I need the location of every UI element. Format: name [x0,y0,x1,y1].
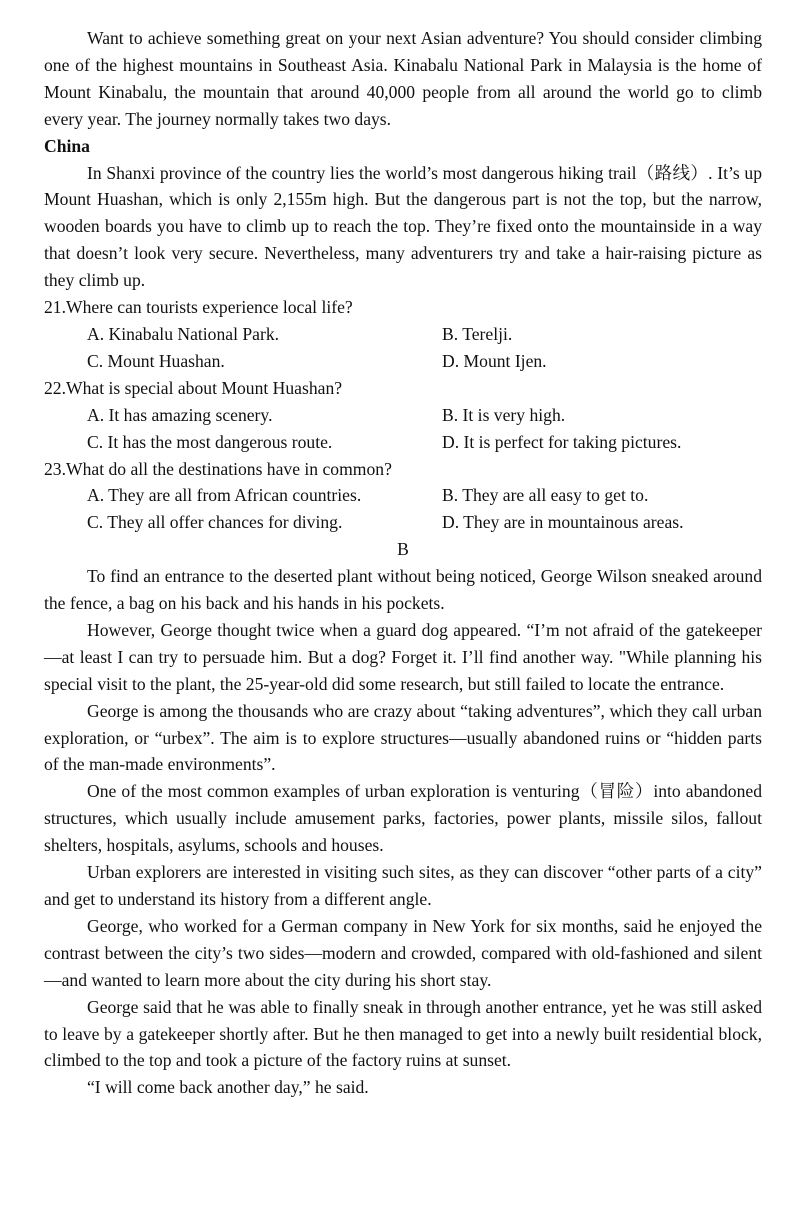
option-d: D. They are in mountainous areas. [442,512,684,533]
question-22 [44,375,762,456]
section-b-paragraph: “I will come back another day,” he said. [87,1077,369,1098]
options-grid [44,482,762,536]
options-grid [44,321,762,375]
section-b-paragraph: George is among the thousands who are crazy about “taking adventures”, which they call urban exploration, or “urbex”. The aim is to explore structures—usually abandoned ruins or “hidden parts of the man-made environments”. [44,700,762,775]
section-b-paragraph: Urban explorers are interested in visiting such sites, as they can discover “other parts of a city” and get to understand its history from a different angle. [44,862,762,909]
china-paragraph: In Shanxi province of the country lies the world’s most dangerous hiking trail（路线）. It’s up Mount Huashan, which is only 2,155m high. But the dangerous part is not the top, but the narrow, wooden boards you have to climb up to reach the top. They’re fixed onto the mountainside in a way that doesn’t look very secure. Nevertheless, many adventurers try and take a hair-raising picture as they climb up. [44,162,762,291]
question-stem: 22.What is special about Mount Huashan? [44,377,343,398]
china-heading: China [44,135,90,156]
option-b: B. It is very high. [442,404,566,425]
option-b: B. They are all easy to get to. [442,485,649,506]
question-23 [44,456,762,537]
question-21 [44,294,762,375]
question-stem: 23.What do all the destinations have in common? [44,458,392,479]
option-b: B. Terelji. [442,323,513,344]
option-c: C. They all offer chances for diving. [87,512,343,533]
option-a: A. Kinabalu National Park. [87,323,280,344]
section-b-paragraph: To find an entrance to the deserted plant without being noticed, George Wilson sneaked around the fence, a bag on his back and his hands in his pockets. [44,566,762,614]
section-b-paragraph: One of the most common examples of urban exploration is venturing（冒险）into abandoned structures, which usually include amusement parks, factories, power plants, missile silos, fallout shelters, hospitals, asylums, schools and houses. [44,781,762,856]
option-c: C. Mount Huashan. [87,350,225,371]
section-b-label: B [397,539,409,560]
section-b-paragraph: However, George thought twice when a guard dog appeared. “I’m not afraid of the gatekeeper—at least I can try to persuade him. But a dog? Forget it. I’ll find another way. "While planning his special visit to the plant, the 25-year-old did some research, but still failed to locate the entrance. [44,619,762,694]
option-a: A. They are all from African countries. [87,485,362,506]
question-stem: 21.Where can tourists experience local life? [44,297,353,318]
option-c: C. It has the most dangerous route. [87,431,333,452]
option-a: A. It has amazing scenery. [87,404,273,425]
option-d: D. Mount Ijen. [442,350,547,371]
options-grid [44,402,762,456]
option-d: D. It is perfect for taking pictures. [442,431,682,452]
section-b-paragraph: George said that he was able to finally sneak in through another entrance, yet he was still asked to leave by a gatekeeper shortly after. But he then managed to get into a newly built residential block, climbed to the top and took a picture of the factory ruins at sunset. [44,996,762,1071]
document-page [44,25,762,1101]
section-b-paragraph: George, who worked for a German company in New York for six months, said he enjoyed the contrast between the city’s two sides—modern and crowded, compared with old-fashioned and silent—and wanted to learn more about the city during his short stay. [44,915,762,990]
malaysia-paragraph: Want to achieve something great on your next Asian adventure? You should consider climbing one of the highest mountains in Southeast Asia. Kinabalu National Park in Malaysia is the home of Mount Kinabalu, the mountain that around 40,000 people from all around the world go to climb every year. The journey normally takes two days. [44,28,762,129]
